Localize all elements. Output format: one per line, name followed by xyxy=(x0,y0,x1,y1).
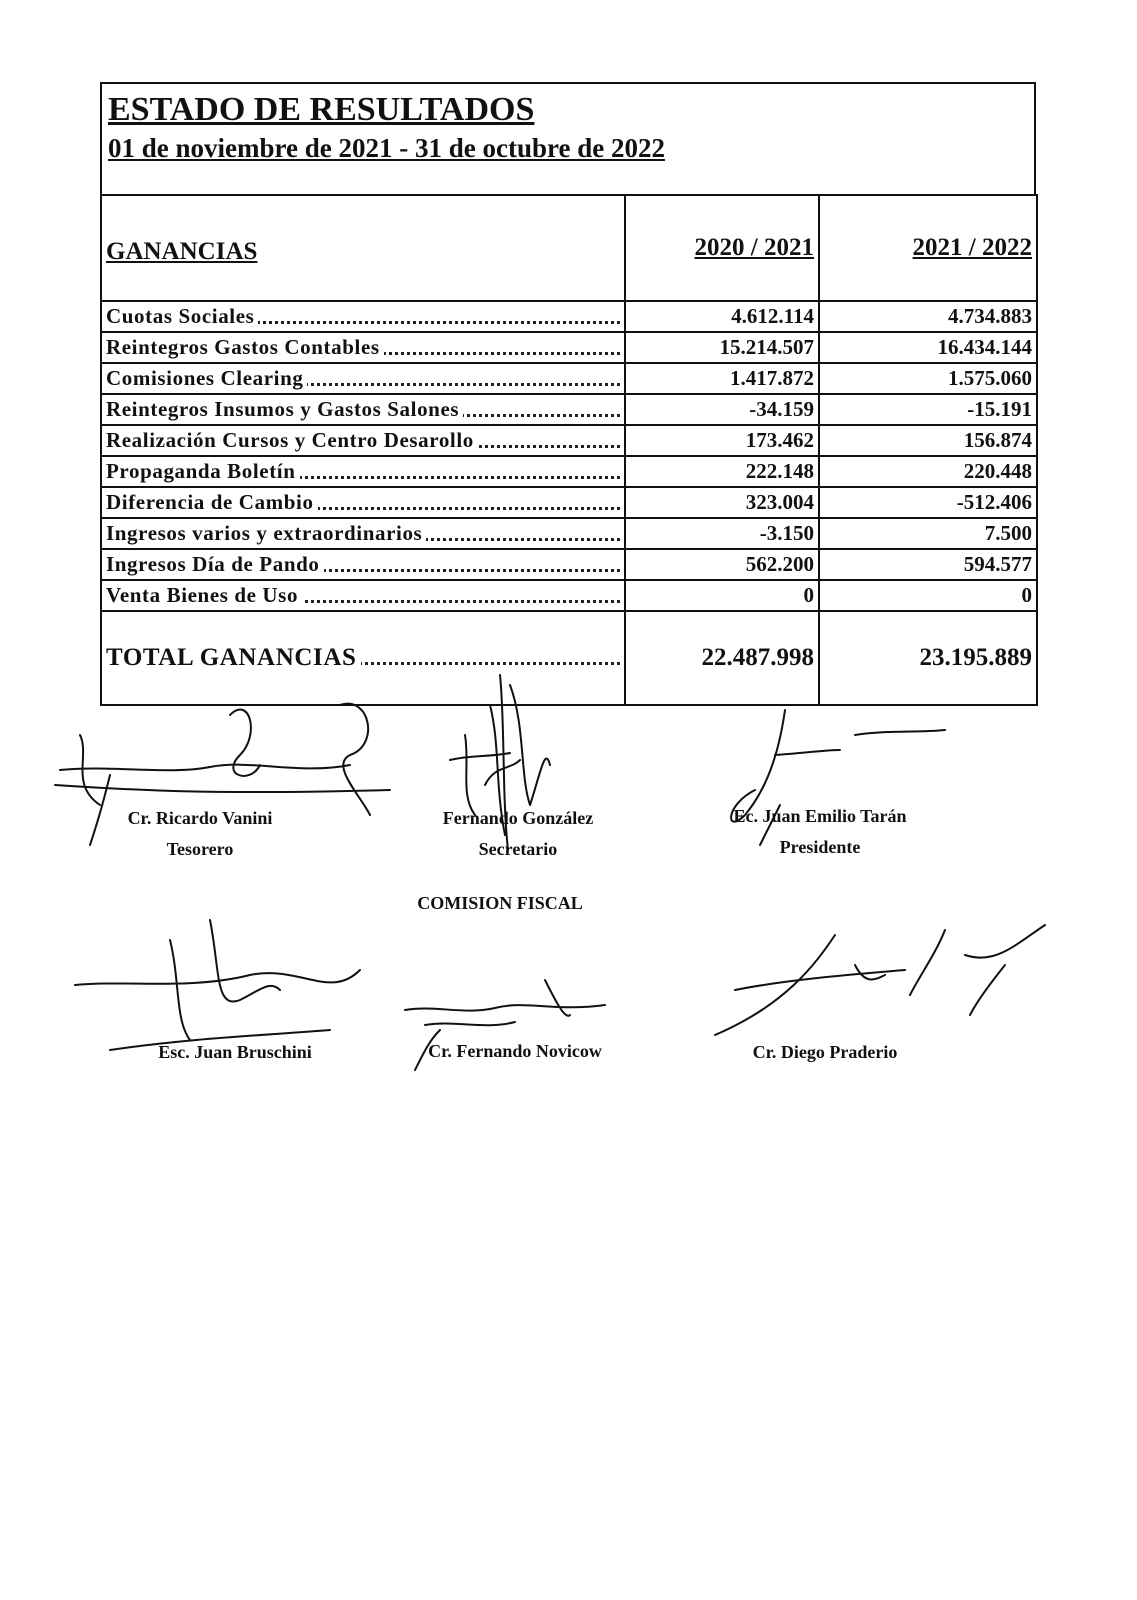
row-value-curr: -512.406 xyxy=(819,487,1037,518)
table-row xyxy=(101,518,1037,549)
fiscal-member-3: Cr. Diego Praderio xyxy=(752,1042,898,1062)
signature-fiscal-2 xyxy=(395,970,625,1090)
row-value-curr: 1.575.060 xyxy=(819,363,1037,394)
signatory-role: Presidente xyxy=(779,837,861,857)
row-value-prev: 173.462 xyxy=(625,425,819,456)
row-value-prev: 0 xyxy=(625,580,819,611)
row-value-prev: 4.612.114 xyxy=(625,301,819,332)
row-value-curr: -15.191 xyxy=(819,394,1037,425)
row-value-prev: 323.004 xyxy=(625,487,819,518)
signatory-role: Tesorero xyxy=(166,839,234,859)
row-label: Cuotas Sociales xyxy=(101,301,625,332)
signatory-president xyxy=(705,806,935,858)
title-box xyxy=(100,82,1036,194)
signature-fiscal-3 xyxy=(705,905,1055,1045)
row-label: Diferencia de Cambio xyxy=(101,487,625,518)
row-label: Reintegros Insumos y Gastos Salones xyxy=(101,394,625,425)
signatory-secretary xyxy=(418,808,618,860)
row-value-curr: 4.734.883 xyxy=(819,301,1037,332)
row-value-curr: 7.500 xyxy=(819,518,1037,549)
table-row xyxy=(101,580,1037,611)
row-value-curr: 0 xyxy=(819,580,1037,611)
row-value-prev: -34.159 xyxy=(625,394,819,425)
fiscal-member-1: Esc. Juan Bruschini xyxy=(158,1042,312,1062)
fiscal-heading: COMISION FISCAL xyxy=(417,893,583,913)
row-label: Reintegros Gastos Contables xyxy=(101,332,625,363)
row-value-curr: 16.434.144 xyxy=(819,332,1037,363)
table-header xyxy=(101,195,1037,301)
report-period: 01 de noviembre de 2021 - 31 de octubre de 2022 xyxy=(108,133,665,163)
row-value-prev: 562.200 xyxy=(625,549,819,580)
row-label: Ingresos Día de Pando xyxy=(101,549,625,580)
signatory-treasurer xyxy=(100,808,300,860)
signatory-name: Cr. Ricardo Vanini xyxy=(127,808,273,828)
fiscal-member-2: Cr. Fernando Novicow xyxy=(428,1041,602,1061)
row-label: Ingresos varios y extraordinarios xyxy=(101,518,625,549)
report-title: ESTADO DE RESULTADOS xyxy=(108,91,535,128)
total-prev: 22.487.998 xyxy=(625,611,819,705)
table-row xyxy=(101,394,1037,425)
table-row xyxy=(101,332,1037,363)
column-header-prev: 2020 / 2021 xyxy=(625,195,819,301)
row-value-curr: 594.577 xyxy=(819,549,1037,580)
table-row xyxy=(101,425,1037,456)
table-row xyxy=(101,301,1037,332)
row-value-curr: 156.874 xyxy=(819,425,1037,456)
total-label: TOTAL GANANCIAS xyxy=(101,611,625,705)
row-value-prev: -3.150 xyxy=(625,518,819,549)
signatory-role: Secretario xyxy=(478,839,558,859)
section-label: GANANCIAS xyxy=(101,195,625,301)
signatory-name: Fernando González xyxy=(442,808,594,828)
row-label: Comisiones Clearing xyxy=(101,363,625,394)
table-row xyxy=(101,456,1037,487)
row-label: Realización Cursos y Centro Desarollo xyxy=(101,425,625,456)
signatory-name: Ec. Juan Emilio Tarán xyxy=(733,806,907,826)
table-row xyxy=(101,363,1037,394)
table-row xyxy=(101,487,1037,518)
row-value-prev: 1.417.872 xyxy=(625,363,819,394)
total-curr: 23.195.889 xyxy=(819,611,1037,705)
row-label: Propaganda Boletín xyxy=(101,456,625,487)
row-label: Venta Bienes de Uso xyxy=(101,580,625,611)
column-header-curr: 2021 / 2022 xyxy=(819,195,1037,301)
signature-fiscal-1 xyxy=(70,910,370,1060)
row-value-prev: 15.214.507 xyxy=(625,332,819,363)
row-value-prev: 222.148 xyxy=(625,456,819,487)
row-value-curr: 220.448 xyxy=(819,456,1037,487)
table-row xyxy=(101,549,1037,580)
income-table xyxy=(100,194,1038,706)
financial-statement xyxy=(100,82,1036,706)
